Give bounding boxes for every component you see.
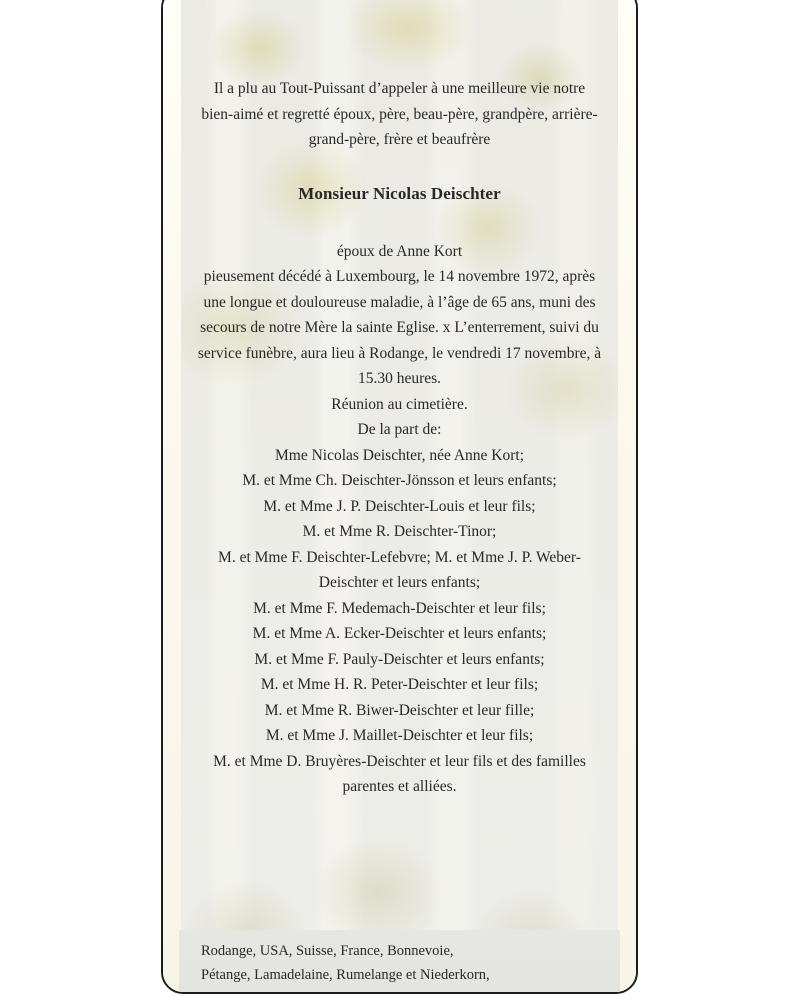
list-item: M. et Mme J. Maillet-Deischter et leur fils; <box>265 727 534 744</box>
deceased-name-heading: Monsieur Nicolas Deischter <box>298 183 501 203</box>
list-item: Mme Nicolas Deischter, née Anne Kort; <box>274 446 525 464</box>
intro-paragraph: Il a plu au Tout-Puissant d’appeler à une meilleure vie notre bien-aimé et regretté époux, père, beau-père, grandpère, arrière-grand-père, frère et beaufrère <box>201 80 598 148</box>
list-item: M. et Mme F. Medemach-Deischter et leur fils; <box>253 599 546 617</box>
locations-line-2: Pétange, Lamadelaine, Rumelange et Niederkorn, <box>201 967 490 983</box>
death-details-paragraph: époux de Anne Kort pieusement décédé à Luxembourg, le 14 novembre 1972, après une longue et douloureuse maladie, à l’âge de 65 ans, muni des secours de notre Mère la sainte Eglise. x L’enterrement, suivi du service funèbre, aura lieu à Rodange, le vendredi 17 novembre, à 15.30 heures. Réunion au cimetière. De la part de: <box>197 242 602 438</box>
list-item: M. et Mme H. R. Peter-Deischter et leur fils; <box>260 676 539 693</box>
locations-footer-band <box>179 930 620 992</box>
list-item: M. et Mme D. Bruyères-Deischter et leur fils et des familles parentes et alliées. <box>213 752 586 795</box>
list-item: M. et Mme R. Deischter-Tinor; <box>302 523 497 540</box>
list-item: M. et Mme F. Deischter-Lefebvre; M. et Mme J. P. Weber-Deischter et leurs enfants; <box>218 548 581 591</box>
locations-line-1: Rodange, USA, Suisse, France, Bonnevoie, <box>201 943 454 959</box>
paper-edge-right <box>618 0 636 992</box>
list-item: M. et Mme R. Biwer-Deischter et leur fille; <box>264 701 535 719</box>
memorial-card <box>161 0 638 994</box>
list-item: M. et Mme Ch. Deischter-Jönsson et leurs enfants; <box>242 472 557 489</box>
list-item: M. et Mme J. P. Deischter-Louis et leur fils; <box>263 497 536 515</box>
family-members-list <box>197 443 602 800</box>
list-item: M. et Mme F. Pauly-Deischter et leurs enfants; <box>254 650 545 668</box>
memorial-text-content <box>179 0 620 992</box>
list-item: M. et Mme A. Ecker-Deischter et leurs enfants; <box>252 625 547 642</box>
